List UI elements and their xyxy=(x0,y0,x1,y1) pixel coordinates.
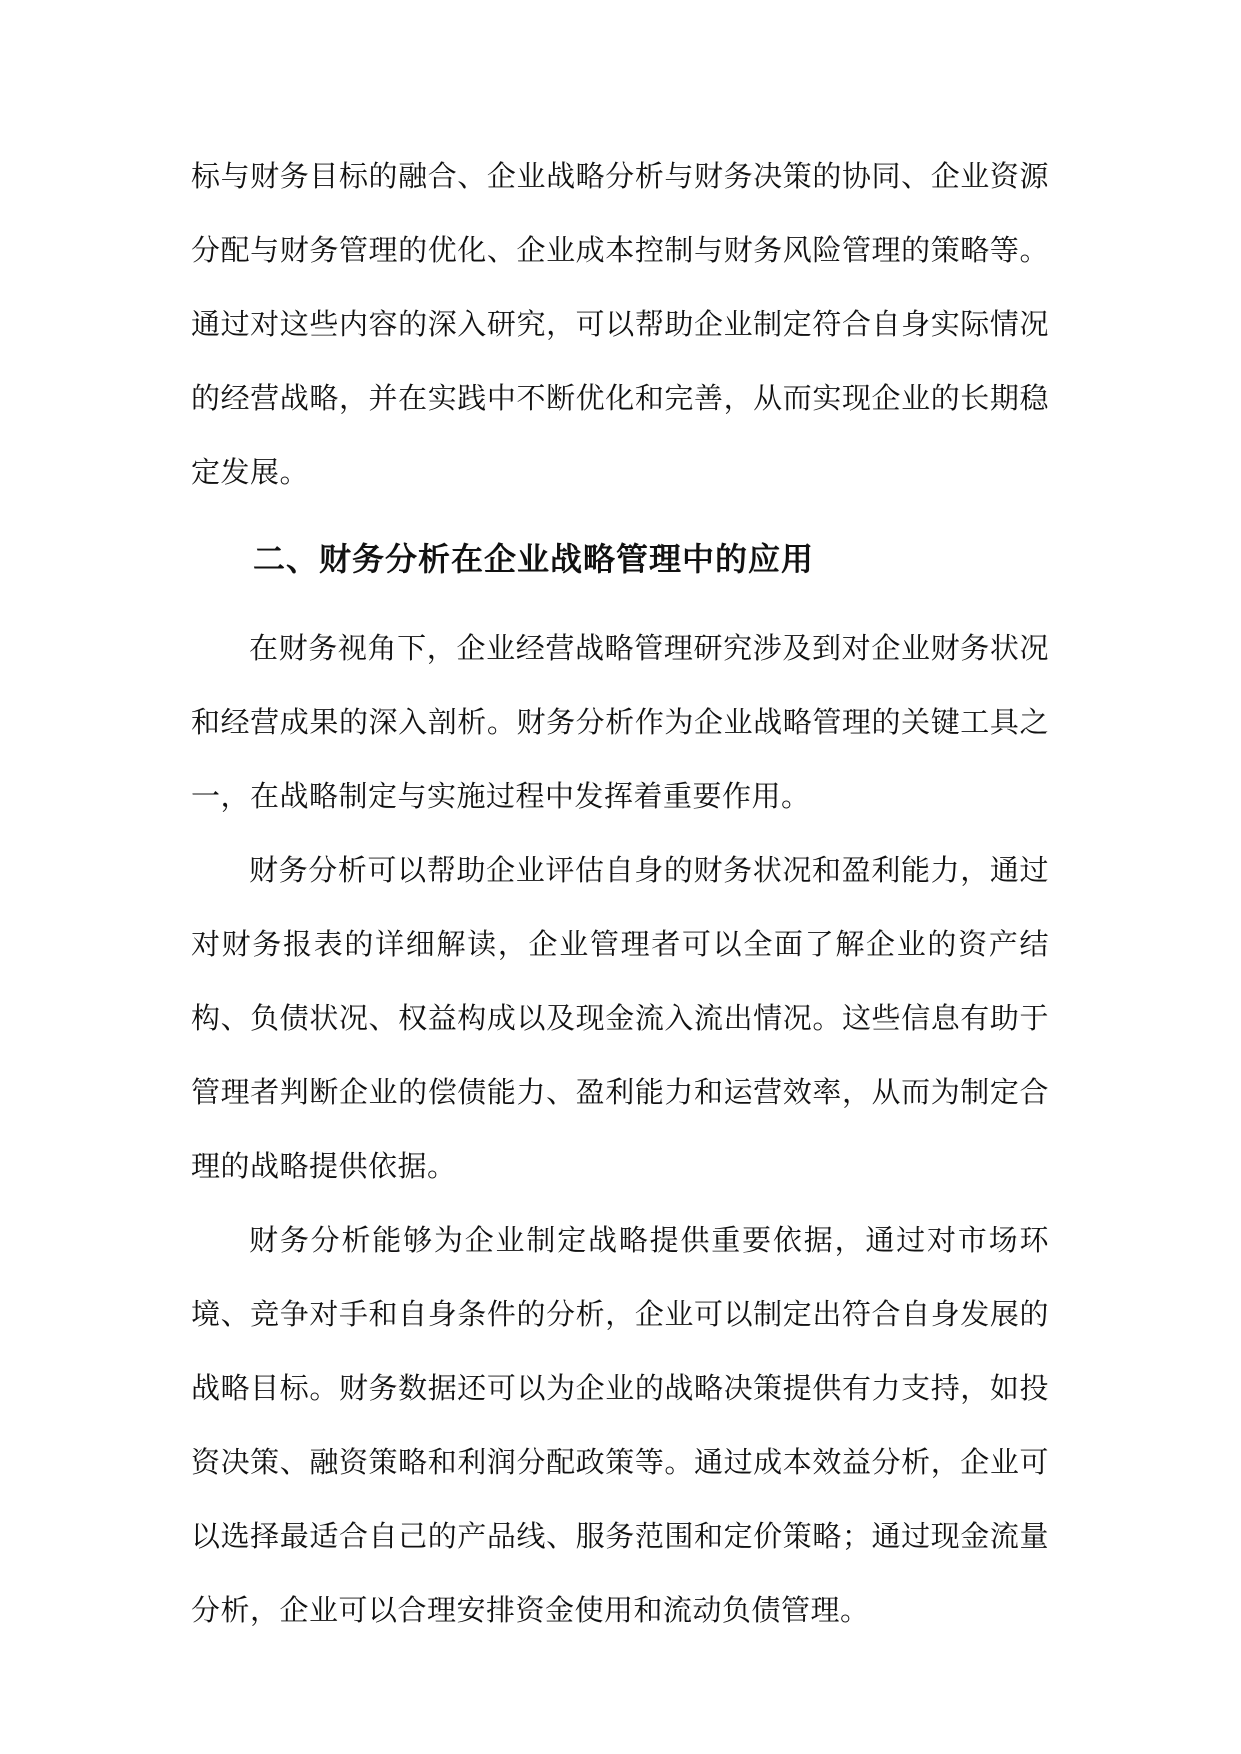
document-body xyxy=(191,139,1049,1647)
continuation-paragraph: 标与财务目标的融合、企业战略分析与财务决策的协同、企业资源分配与财务管理的优化、企业成本控制与财务风险管理的策略等。通过对这些内容的深入研究，可以帮助企业制定符合自身实际情况的经营战略，并在实践中不断优化和完善，从而实现企业的长期稳定发展。 xyxy=(191,159,1049,489)
section-heading: 二、财务分析在企业战略管理中的应用 xyxy=(253,540,815,578)
paragraph-3: 财务分析能够为企业制定战略提供重要依据，通过对市场环境、竞争对手和自身条件的分析，企业可以制定出符合自身发展的战略目标。财务数据还可以为企业的战略决策提供有力支持，如投资决策、融资策略和利润分配政策等。通过成本效益分析，企业可以选择最适合自己的产品线、服务范围和定价策略；通过现金流量分析，企业可以合理安排资金使用和流动负债管理。 xyxy=(191,1223,1049,1627)
paragraph-1: 在财务视角下，企业经营战略管理研究涉及到对企业财务状况和经营成果的深入剖析。财务分析作为企业战略管理的关键工具之一，在战略制定与实施过程中发挥着重要作用。 xyxy=(191,631,1049,813)
paragraph-2: 财务分析可以帮助企业评估自身的财务状况和盈利能力，通过对财务报表的详细解读，企业管理者可以全面了解企业的资产结构、负债状况、权益构成以及现金流入流出情况。这些信息有助于管理者判断企业的偿债能力、盈利能力和运营效率，从而为制定合理的战略提供依据。 xyxy=(191,853,1049,1183)
